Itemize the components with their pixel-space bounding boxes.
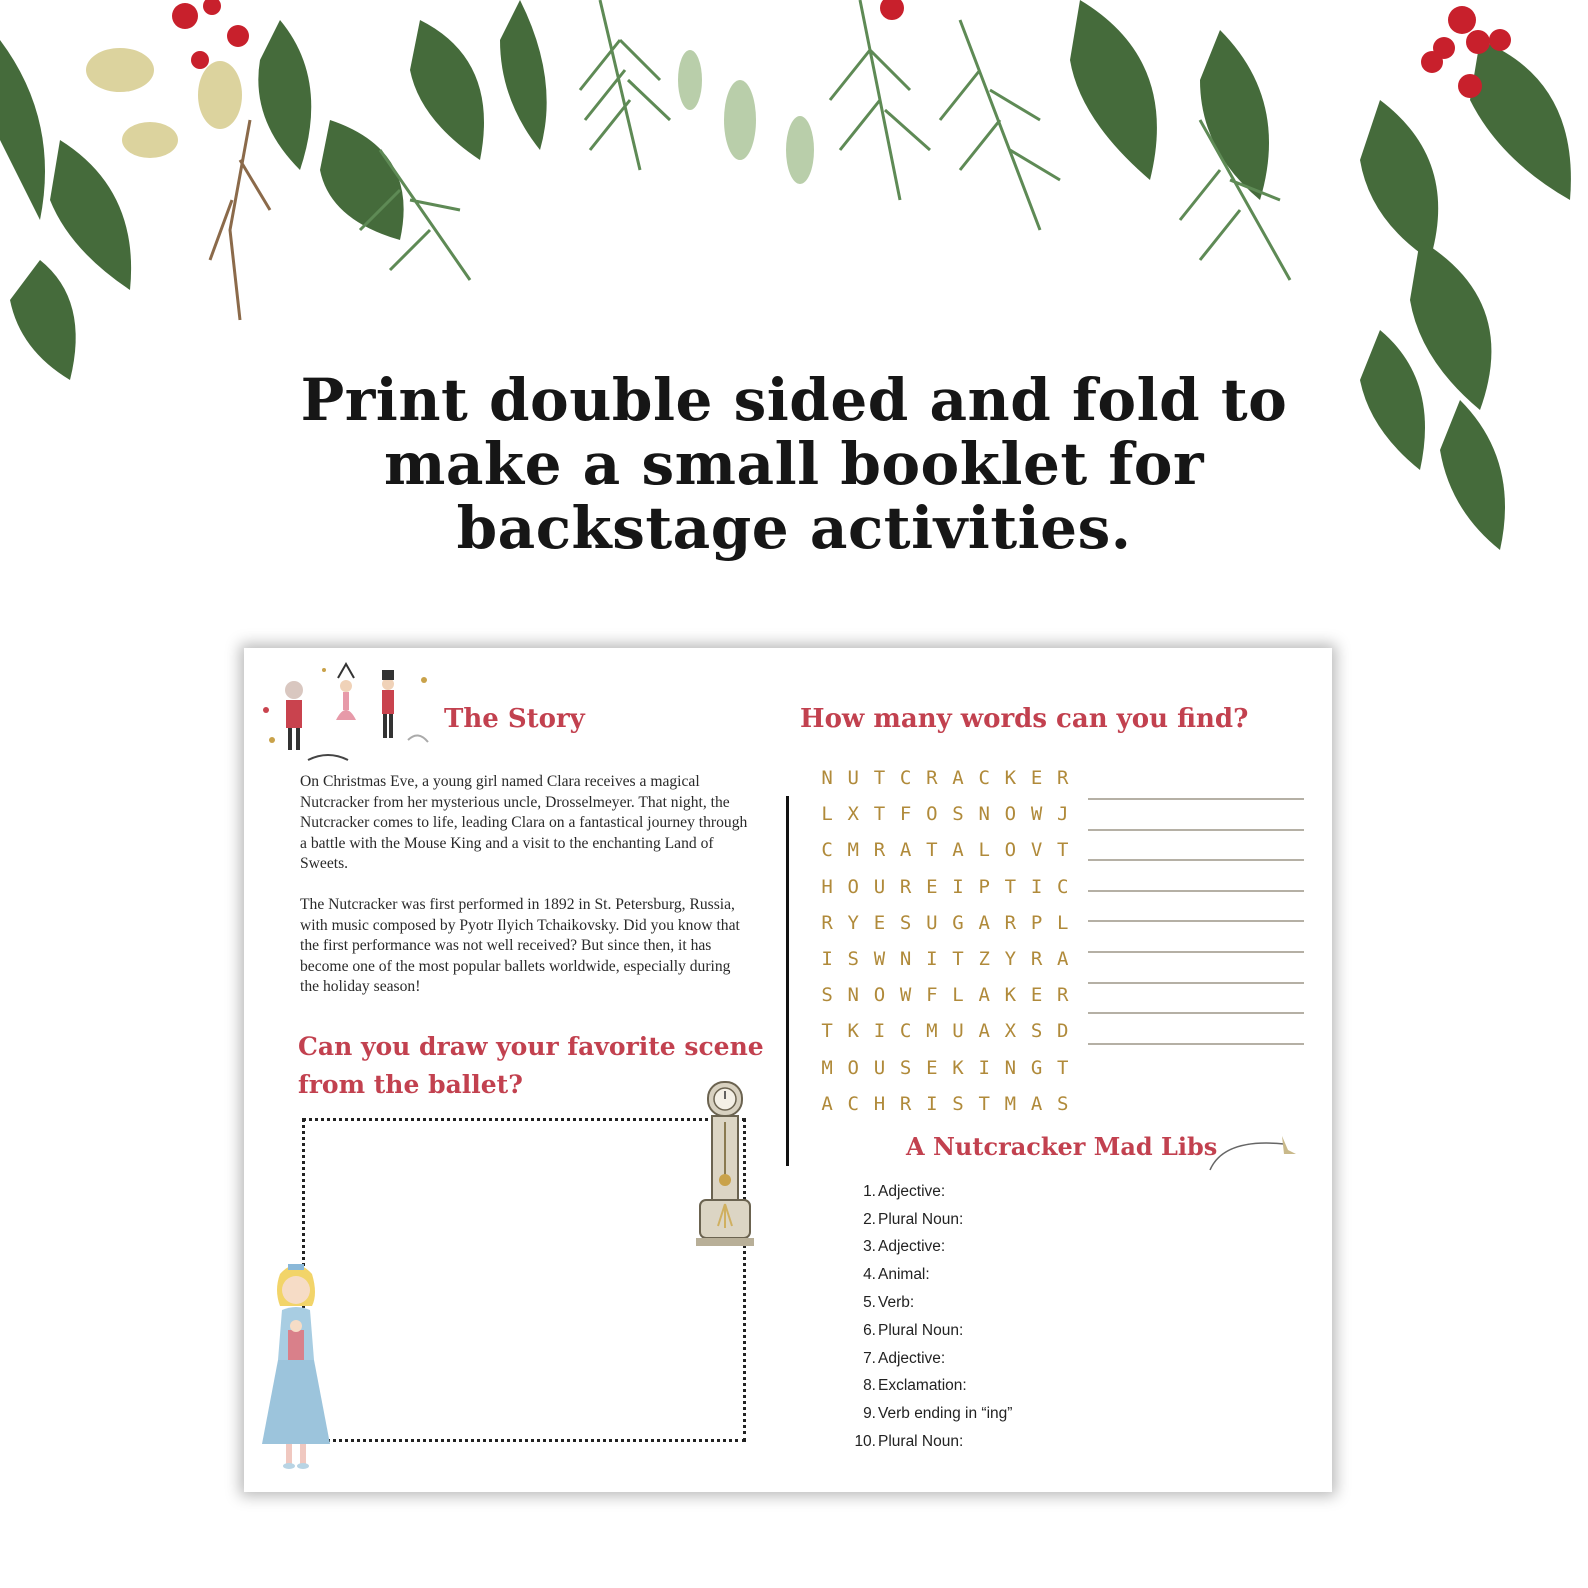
madlibs-item bbox=[844, 1261, 1012, 1289]
madlibs-item-number: 7. bbox=[863, 1349, 876, 1367]
wordsearch-row bbox=[814, 760, 1076, 796]
madlibs-item-label: Adjective: bbox=[878, 1349, 946, 1367]
answer-line[interactable] bbox=[1088, 798, 1304, 800]
wordsearch-letter[interactable]: T bbox=[926, 839, 938, 862]
wordsearch-letter[interactable]: U bbox=[926, 911, 938, 934]
wordsearch-row bbox=[814, 1086, 1076, 1122]
answer-line[interactable] bbox=[1088, 920, 1304, 922]
headline-line-3: backstage activities. bbox=[456, 494, 1132, 562]
wordsearch-letter[interactable]: M bbox=[926, 1020, 938, 1043]
clara-doll-illustration bbox=[258, 1260, 334, 1472]
wordsearch-letter[interactable]: A bbox=[978, 1020, 990, 1043]
wordsearch-letter[interactable]: A bbox=[899, 839, 912, 862]
wordsearch-letter[interactable]: T bbox=[821, 1020, 833, 1043]
headline-line-2: make a small booklet for bbox=[383, 430, 1205, 498]
madlibs-item-label: Adjective: bbox=[878, 1238, 946, 1256]
wordsearch-letter[interactable]: F bbox=[926, 984, 938, 1007]
wordsearch-letter[interactable]: C bbox=[847, 1092, 859, 1115]
wordsearch-letter[interactable]: R bbox=[1057, 767, 1069, 790]
grandfather-clock-illustration bbox=[690, 1076, 760, 1248]
answer-line[interactable] bbox=[1088, 1043, 1304, 1045]
wordsearch-letter[interactable]: T bbox=[1057, 1056, 1069, 1079]
wordsearch-letter[interactable]: W bbox=[873, 948, 886, 971]
wordsearch-letter[interactable]: N bbox=[1004, 1056, 1017, 1079]
wordsearch-letter[interactable]: C bbox=[821, 839, 833, 862]
madlibs-item-number: 4. bbox=[863, 1266, 876, 1284]
wordsearch-letter[interactable]: S bbox=[1030, 1020, 1043, 1043]
madlibs-item-number: 1. bbox=[863, 1182, 876, 1200]
answer-line[interactable] bbox=[1088, 890, 1304, 892]
wordsearch-letter[interactable]: R bbox=[1030, 948, 1043, 971]
divider-line bbox=[786, 796, 789, 1166]
madlibs-item-number: 8. bbox=[863, 1377, 876, 1395]
wordsearch-letter[interactable]: A bbox=[978, 911, 990, 934]
wordsearch-letter[interactable]: Y bbox=[1004, 948, 1017, 971]
wordsearch-letter[interactable]: G bbox=[1030, 1056, 1043, 1079]
answer-line[interactable] bbox=[1088, 951, 1304, 953]
wordsearch-letter[interactable]: C bbox=[1057, 875, 1069, 898]
draw-title-line-2: from the ballet? bbox=[298, 1070, 523, 1099]
madlibs-item bbox=[844, 1178, 1012, 1206]
wordsearch-letter[interactable]: A bbox=[952, 839, 964, 862]
wordsearch-row bbox=[814, 941, 1076, 977]
wordsearch-letter[interactable]: W bbox=[1030, 803, 1043, 826]
wordsearch-letter[interactable]: K bbox=[952, 1056, 964, 1079]
wordsearch-letter[interactable]: L bbox=[821, 803, 833, 826]
wordsearch-letter[interactable]: U bbox=[847, 767, 859, 790]
wordsearch-letter[interactable]: I bbox=[821, 948, 833, 971]
madlibs-item-number: 2. bbox=[863, 1210, 876, 1228]
wordsearch-row bbox=[814, 977, 1076, 1013]
drawing-area[interactable] bbox=[302, 1118, 746, 1442]
madlibs-item-number: 9. bbox=[863, 1405, 876, 1423]
headline-line-1: Print double sided and fold to bbox=[300, 366, 1288, 434]
madlibs-item bbox=[844, 1428, 1012, 1456]
wordsearch-letter[interactable]: T bbox=[873, 803, 886, 826]
madlibs-item bbox=[844, 1400, 1012, 1428]
wordsearch-letter[interactable]: G bbox=[952, 911, 964, 934]
wordsearch-letter[interactable]: X bbox=[847, 803, 859, 826]
madlibs-item-label: Exclamation: bbox=[878, 1377, 967, 1395]
story-paragraph-1: On Christmas Eve, a young girl named Clara receives a magical Nutcracker from her mysterious uncle, Drosselmeyer. That night, the Nutcracker comes to life, leading Clara on a fantastical journey through a battle with the Mouse King and a visit to the enchanting Land of Sweets. bbox=[300, 773, 748, 873]
madlibs-item bbox=[844, 1289, 1012, 1317]
shooting-star-icon bbox=[1204, 1134, 1300, 1174]
wordsearch-letter[interactable]: M bbox=[1004, 1092, 1017, 1115]
wordsearch-letter[interactable]: R bbox=[821, 911, 833, 934]
wordsearch-letter[interactable]: L bbox=[1057, 911, 1069, 934]
wordsearch-letter[interactable]: E bbox=[1030, 984, 1043, 1007]
activity-sheet bbox=[244, 648, 1332, 1492]
wordsearch-letter[interactable]: U bbox=[873, 1056, 886, 1079]
madlibs-item bbox=[844, 1373, 1012, 1401]
wordsearch-row bbox=[814, 869, 1076, 905]
wordsearch-letter[interactable]: D bbox=[1057, 1020, 1069, 1043]
wordsearch-letter[interactable]: R bbox=[926, 767, 938, 790]
wordsearch-letter[interactable]: F bbox=[899, 803, 912, 826]
madlibs-item-number: 3. bbox=[863, 1238, 876, 1256]
wordsearch-letter[interactable]: Y bbox=[847, 911, 859, 934]
wordsearch-letter[interactable]: K bbox=[1004, 984, 1017, 1007]
wordsearch-letter[interactable]: I bbox=[1030, 875, 1043, 898]
wordsearch-letter[interactable]: I bbox=[952, 875, 964, 898]
wordsearch-letter[interactable]: R bbox=[1057, 984, 1069, 1007]
nutcracker-characters-illustration bbox=[248, 650, 444, 770]
wordsearch-letter[interactable]: P bbox=[1030, 911, 1043, 934]
answer-line[interactable] bbox=[1088, 1012, 1304, 1014]
madlibs-item-number: 5. bbox=[863, 1294, 876, 1312]
madlibs-item bbox=[844, 1345, 1012, 1373]
wordsearch-letter[interactable]: K bbox=[847, 1020, 859, 1043]
wordsearch-letter[interactable]: O bbox=[1004, 803, 1017, 826]
madlibs-title: A Nutcracker Mad Libs bbox=[906, 1132, 1218, 1161]
wordsearch-title: How many words can you find? bbox=[800, 704, 1249, 734]
wordsearch-letter[interactable]: T bbox=[1057, 839, 1069, 862]
wordsearch-letter[interactable]: R bbox=[1004, 911, 1017, 934]
wordsearch-letter[interactable]: A bbox=[1030, 1092, 1043, 1115]
wordsearch-letter[interactable]: O bbox=[926, 803, 938, 826]
madlibs-item-label: Plural Noun: bbox=[878, 1433, 964, 1451]
wordsearch-answer-lines bbox=[1088, 798, 1304, 1073]
wordsearch-row bbox=[814, 905, 1076, 941]
story-text bbox=[300, 772, 748, 1018]
wordsearch-letter[interactable]: R bbox=[873, 839, 886, 862]
wordsearch-letter[interactable]: M bbox=[847, 839, 859, 862]
madlibs-item-label: Plural Noun: bbox=[878, 1321, 964, 1339]
wordsearch-letter[interactable]: N bbox=[899, 948, 912, 971]
madlibs-list bbox=[844, 1178, 1012, 1456]
draw-title-line-1: Can you draw your favorite scene bbox=[298, 1032, 764, 1061]
madlibs-item-label: Plural Noun: bbox=[878, 1210, 964, 1228]
wordsearch-letter[interactable]: O bbox=[847, 1056, 859, 1079]
wordsearch-letter[interactable]: N bbox=[978, 803, 990, 826]
wordsearch-letter[interactable]: X bbox=[1004, 1020, 1017, 1043]
wordsearch-letter[interactable]: E bbox=[926, 1056, 938, 1079]
wordsearch-letter[interactable]: T bbox=[978, 1092, 990, 1115]
wordsearch-letter[interactable]: I bbox=[978, 1056, 990, 1079]
wordsearch-letter[interactable]: C bbox=[899, 1020, 912, 1043]
wordsearch-letter[interactable]: L bbox=[952, 984, 964, 1007]
wordsearch-row bbox=[814, 1013, 1076, 1049]
wordsearch-row bbox=[814, 832, 1076, 868]
madlibs-item-label: Adjective: bbox=[878, 1182, 946, 1200]
wordsearch-letter[interactable]: U bbox=[873, 875, 886, 898]
madlibs-item bbox=[844, 1317, 1012, 1345]
story-title: The Story bbox=[444, 704, 585, 734]
madlibs-item-number: 6. bbox=[863, 1321, 876, 1339]
wordsearch-letter[interactable]: A bbox=[821, 1092, 833, 1115]
madlibs-item-label: Verb: bbox=[878, 1294, 915, 1312]
wordsearch-letter[interactable]: S bbox=[899, 1056, 912, 1079]
madlibs-item bbox=[844, 1206, 1012, 1234]
madlibs-item-label: Animal: bbox=[878, 1266, 930, 1284]
wordsearch-letter[interactable]: I bbox=[926, 948, 938, 971]
wordsearch-letter[interactable]: E bbox=[1030, 767, 1043, 790]
wordsearch-letter[interactable]: T bbox=[1004, 875, 1017, 898]
wordsearch-grid bbox=[814, 760, 1076, 1122]
wordsearch-letter[interactable]: W bbox=[899, 984, 912, 1007]
wordsearch-letter[interactable]: H bbox=[821, 875, 833, 898]
wordsearch-letter[interactable]: T bbox=[952, 948, 964, 971]
wordsearch-letter[interactable]: I bbox=[926, 1092, 938, 1115]
wordsearch-letter[interactable]: S bbox=[847, 948, 859, 971]
madlibs-item-label: Verb ending in “ing” bbox=[878, 1405, 1013, 1423]
wordsearch-letter[interactable]: A bbox=[952, 767, 964, 790]
answer-line[interactable] bbox=[1088, 982, 1304, 984]
story-paragraph-2: The Nutcracker was first performed in 1892 in St. Petersburg, Russia, with music composed by Pyotr Ilyich Tchaikovsky. Did you know that the first performance was not well received? But since then, it has become one of the most popular ballets worldwide, especially during the holiday season! bbox=[300, 895, 740, 996]
wordsearch-letter[interactable]: C bbox=[978, 767, 990, 790]
answer-line[interactable] bbox=[1088, 859, 1304, 861]
wordsearch-row bbox=[814, 796, 1076, 832]
wordsearch-letter[interactable]: R bbox=[899, 1092, 912, 1115]
wordsearch-letter[interactable]: K bbox=[1004, 767, 1017, 790]
madlibs-item bbox=[844, 1234, 1012, 1262]
wordsearch-letter[interactable]: V bbox=[1030, 839, 1043, 862]
wordsearch-letter[interactable]: Z bbox=[978, 948, 990, 971]
wordsearch-letter[interactable]: E bbox=[873, 911, 886, 934]
wordsearch-letter[interactable]: M bbox=[821, 1056, 833, 1079]
wordsearch-letter[interactable]: U bbox=[952, 1020, 964, 1043]
headline bbox=[200, 368, 1388, 560]
wordsearch-letter[interactable]: R bbox=[899, 875, 912, 898]
wordsearch-letter[interactable]: S bbox=[952, 803, 964, 826]
wordsearch-letter[interactable]: N bbox=[847, 984, 859, 1007]
wordsearch-letter[interactable]: S bbox=[1057, 1092, 1069, 1115]
wordsearch-letter[interactable]: O bbox=[1004, 839, 1017, 862]
madlibs-item-number: 10. bbox=[854, 1433, 876, 1451]
wordsearch-letter[interactable]: S bbox=[821, 984, 833, 1007]
wordsearch-letter[interactable]: P bbox=[978, 875, 990, 898]
wordsearch-letter[interactable]: O bbox=[873, 984, 886, 1007]
wordsearch-letter[interactable]: H bbox=[873, 1092, 886, 1115]
wordsearch-letter[interactable]: T bbox=[873, 767, 886, 790]
wordsearch-letter[interactable]: C bbox=[899, 767, 912, 790]
wordsearch-letter[interactable]: E bbox=[926, 875, 938, 898]
wordsearch-letter[interactable]: A bbox=[978, 984, 990, 1007]
wordsearch-letter[interactable]: S bbox=[899, 911, 912, 934]
wordsearch-letter[interactable]: L bbox=[978, 839, 990, 862]
wordsearch-letter[interactable]: O bbox=[847, 875, 859, 898]
wordsearch-letter[interactable]: I bbox=[873, 1020, 886, 1043]
wordsearch-letter[interactable]: J bbox=[1057, 803, 1069, 826]
wordsearch-letter[interactable]: S bbox=[952, 1092, 964, 1115]
answer-line[interactable] bbox=[1088, 829, 1304, 831]
wordsearch-row bbox=[814, 1050, 1076, 1086]
wordsearch-letter[interactable]: A bbox=[1057, 948, 1069, 971]
wordsearch-letter[interactable]: N bbox=[821, 767, 833, 790]
